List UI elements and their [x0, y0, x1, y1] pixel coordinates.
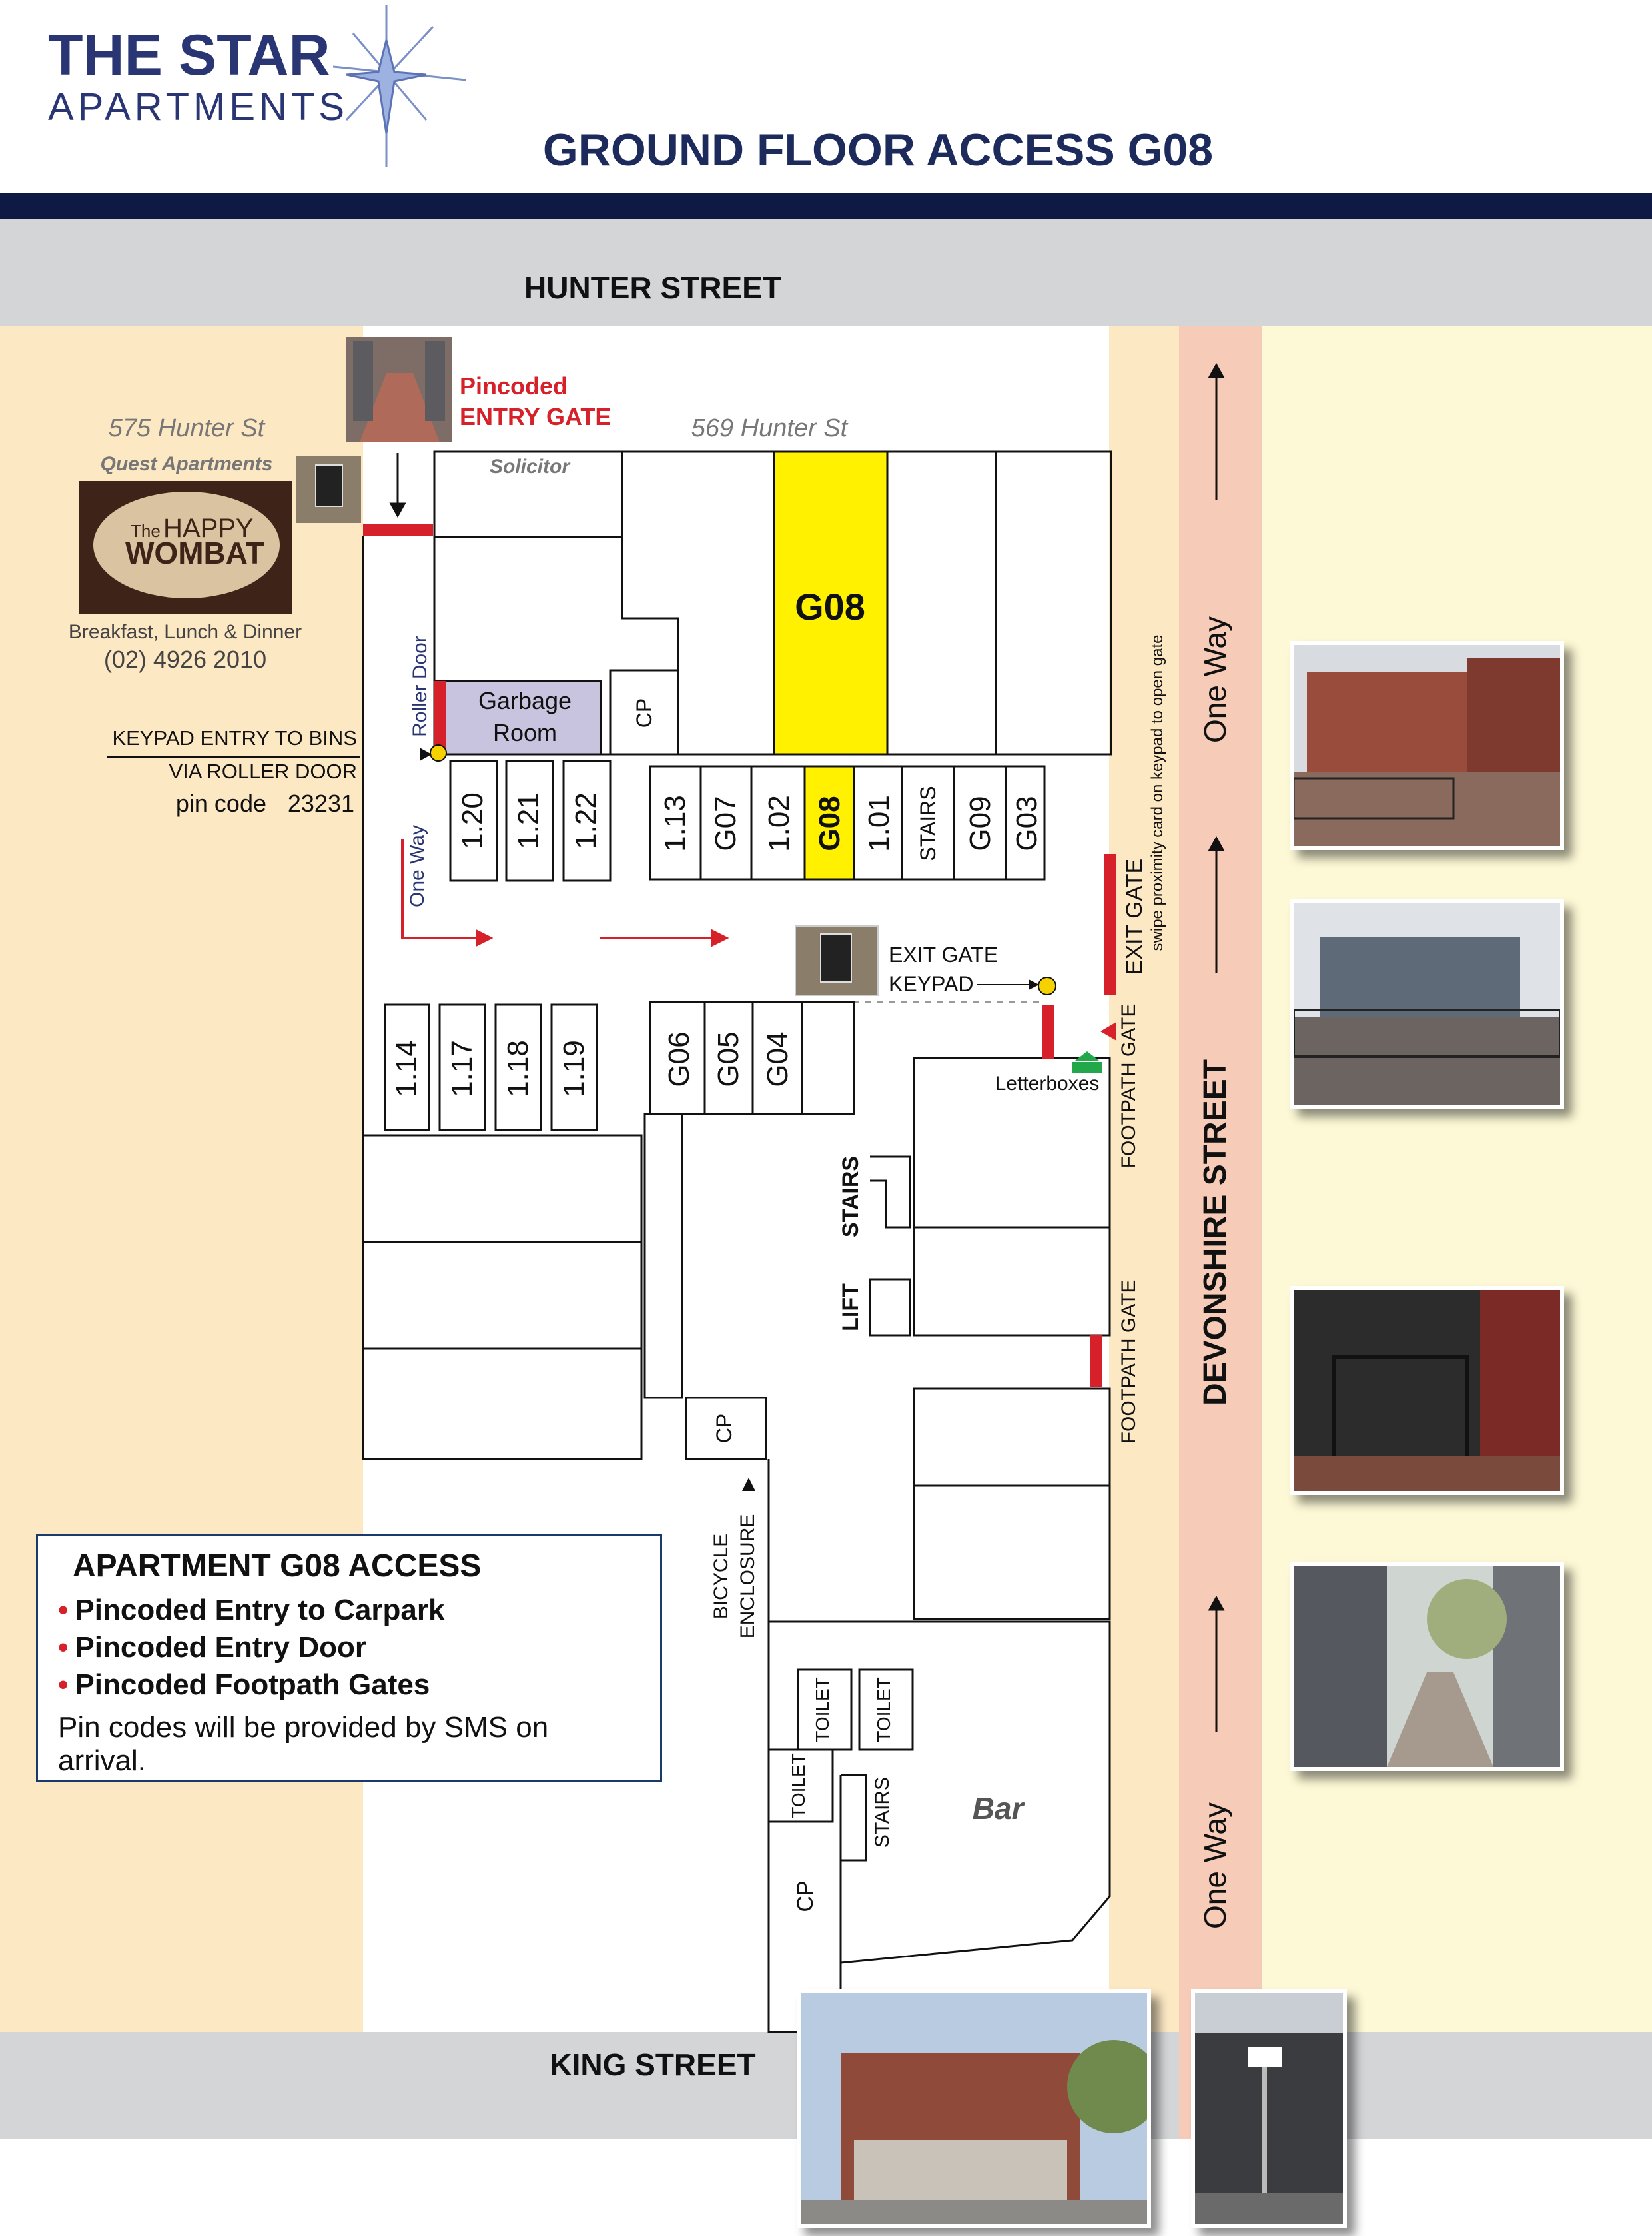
cafe-phone: (02) 4926 2010: [103, 646, 267, 673]
lift-label: LIFT: [838, 1283, 863, 1331]
solicitor-label: Solicitor: [489, 456, 570, 478]
east-address: 569 Hunter St: [691, 414, 848, 442]
legend-item: • Pincoded Entry to Carpark: [58, 1594, 445, 1626]
legend-item: • Pincoded Entry Door: [58, 1631, 366, 1664]
unit-label-g08: G08: [813, 796, 846, 851]
entry-gate-bar: [363, 524, 433, 536]
toilet-label-1: TOILET: [812, 1677, 833, 1742]
keypad-bins-label-1: KEYPAD ENTRY TO BINS: [112, 726, 357, 750]
logo-small-text: The: [131, 521, 161, 541]
photo-courtyard: [1290, 641, 1564, 850]
carpark-label-2: CP: [712, 1413, 736, 1444]
unit-label: 1.20: [456, 792, 489, 849]
entry-gate-thumbnail: [346, 337, 452, 442]
entry-gate-label-2: ENTRY GATE: [460, 403, 612, 430]
photo-building-king-st: [797, 1989, 1151, 2228]
footpath-gate-bar-2: [1090, 1335, 1102, 1387]
unit-label: 1.01: [863, 795, 895, 852]
garbage-label-1: Garbage: [478, 687, 572, 714]
one-way-label-south: One Way: [1198, 1802, 1232, 1930]
roller-door-label: Roller Door: [409, 636, 431, 737]
unit-label: 1.02: [763, 795, 795, 852]
roller-door-bar: [434, 681, 446, 754]
unit-label: 1.18: [502, 1040, 534, 1097]
unit-label: G06: [663, 1031, 695, 1087]
west-building-name: Quest Apartments: [100, 453, 273, 475]
photo-street-sign: [1191, 1989, 1347, 2228]
stairs-label-core: STAIRS: [838, 1155, 863, 1238]
unit-label: 1.13: [659, 795, 691, 852]
brand-subtitle: APARTMENTS: [48, 85, 349, 129]
carpark-label-3: CP: [793, 1880, 818, 1912]
logo-word-happy: HAPPY: [163, 514, 254, 543]
toilet-label-3: TOILET: [788, 1753, 809, 1818]
stairs-label-top: STAIRS: [916, 786, 940, 861]
hunter-street-label: HUNTER STREET: [524, 271, 781, 305]
exit-keypad-label-2: KEYPAD: [889, 972, 974, 996]
stairs-label-bar: STAIRS: [871, 1776, 893, 1848]
toilet-label-2: TOILET: [873, 1677, 894, 1742]
pin-code-label: pin code: [175, 790, 266, 817]
entry-gate-label-1: Pincoded: [460, 372, 568, 400]
photo-laneway: [1290, 1562, 1564, 1771]
g08-block-label: G08: [795, 586, 865, 628]
bins-keypad-icon: [430, 745, 446, 761]
west-address: 575 Hunter St: [108, 414, 265, 442]
king-street-label: KING STREET: [550, 2047, 756, 2082]
logo-word-wombat: WOMBAT: [125, 536, 264, 570]
legend-item-text: Pincoded Entry to Carpark: [75, 1594, 445, 1626]
keypad-thumbnail-west: [296, 456, 361, 523]
one-way-label-north: One Way: [1198, 616, 1232, 744]
unit-label: G04: [761, 1031, 794, 1087]
unit-label: 1.21: [512, 792, 545, 849]
photo-exit-gate: [1290, 899, 1564, 1109]
devonshire-street-label: DEVONSHIRE STREET: [1198, 1059, 1233, 1406]
cafe-hours: Breakfast, Lunch & Dinner: [68, 621, 302, 643]
footpath-gate-label-2: FOOTPATH GATE: [1118, 1279, 1140, 1444]
unit-label: 1.14: [390, 1040, 423, 1097]
bicycle-label-1: BICYCLE: [710, 1533, 732, 1620]
legend-item: • Pincoded Footpath Gates: [58, 1668, 430, 1701]
bar-label: Bar: [972, 1791, 1024, 1826]
exit-gate-label: EXIT GATE: [1122, 858, 1147, 975]
unit-label: G07: [709, 796, 742, 851]
exit-keypad-icon: [1038, 977, 1056, 995]
exit-gate-note: swipe proximity card on keypad to open gate: [1148, 634, 1166, 951]
legend-item-text: Pincoded Entry Door: [75, 1631, 366, 1664]
exit-keypad-thumbnail: [795, 926, 878, 995]
page-title: GROUND FLOOR ACCESS G08: [542, 125, 1214, 175]
unit-label: G03: [1011, 796, 1043, 851]
brand-name: THE STAR: [48, 23, 330, 87]
access-legend: [36, 1534, 662, 1782]
photo-footpath-gate: [1290, 1286, 1564, 1495]
exit-keypad-label-1: EXIT GATE: [889, 943, 999, 967]
unit-label: G09: [964, 796, 997, 851]
carpark-label-1: CP: [632, 698, 656, 728]
letterboxes-icon: [1072, 1062, 1102, 1073]
footpath-gate-bar-1: [1042, 1005, 1054, 1059]
unit-label: 1.19: [558, 1040, 590, 1097]
unit-label: G05: [712, 1031, 745, 1087]
bicycle-label-2: ENCLOSURE: [737, 1514, 759, 1639]
legend-note: Pin codes will be provided by SMS on arrival.: [58, 1711, 549, 1777]
exit-gate-bar: [1104, 854, 1116, 995]
pin-code-value: 23231: [287, 790, 354, 817]
footpath-gate-label-1: FOOTPATH GATE: [1118, 1003, 1140, 1169]
unit-label: 1.22: [570, 792, 602, 849]
one-way-lane-label: One Way: [406, 825, 428, 907]
unit-label: 1.17: [446, 1040, 478, 1097]
legend-item-text: Pincoded Footpath Gates: [75, 1668, 430, 1701]
legend-title: APARTMENT G08 ACCESS: [73, 1548, 482, 1584]
garbage-label-2: Room: [492, 719, 558, 746]
letterboxes-label: Letterboxes: [995, 1073, 1100, 1095]
keypad-bins-label-2: VIA ROLLER DOOR: [169, 760, 357, 783]
